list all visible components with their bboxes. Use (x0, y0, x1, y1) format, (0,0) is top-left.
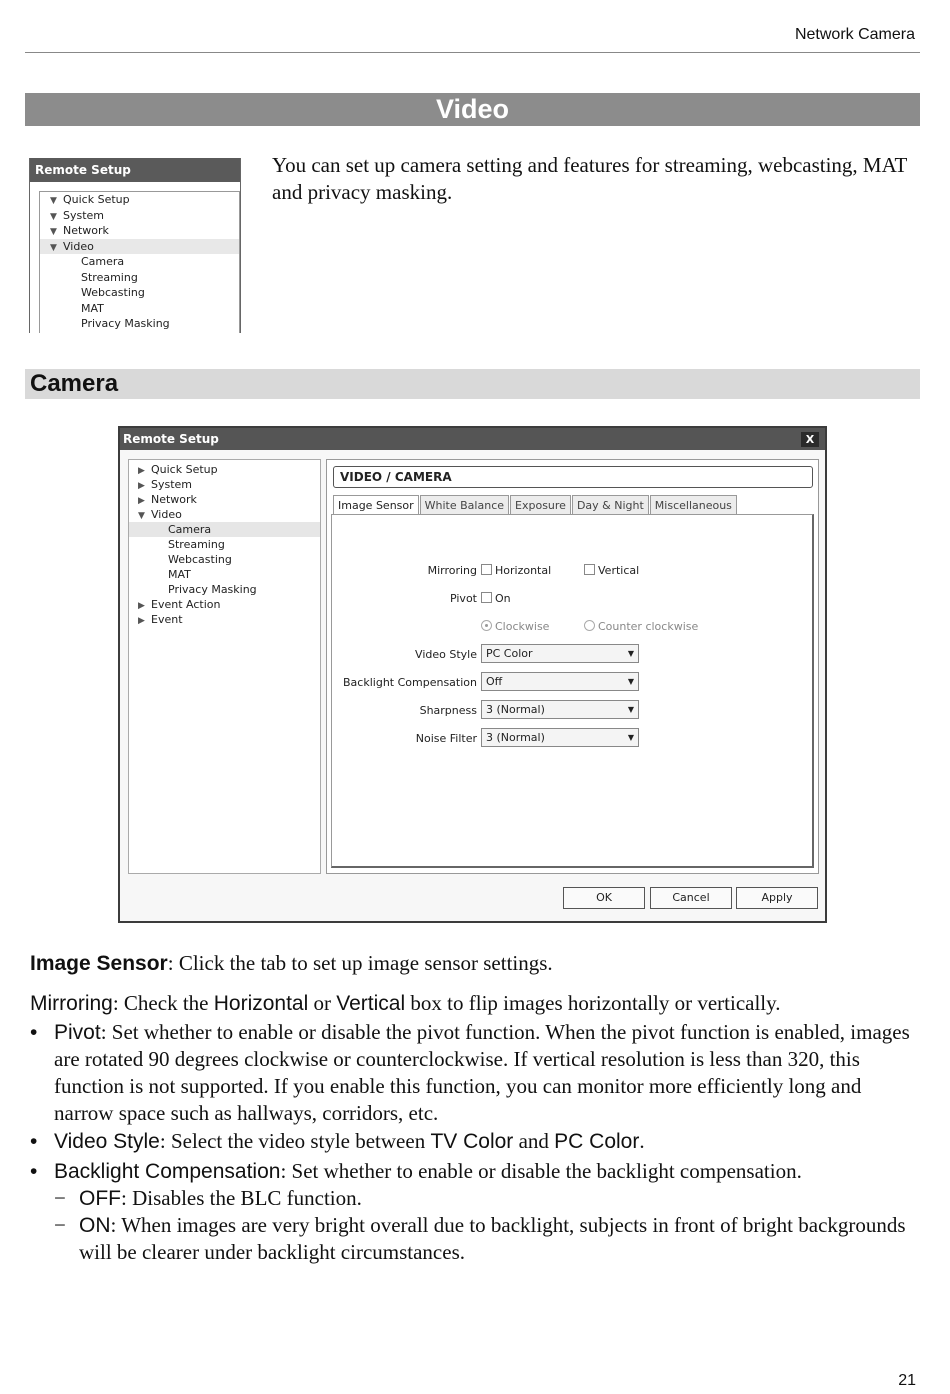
dropdown-arrow-icon: ▼ (627, 649, 634, 658)
settings-content (326, 459, 819, 874)
checkbox-icon (481, 592, 492, 603)
tab-image-sensor[interactable]: Image Sensor (333, 495, 419, 516)
thumbnail-tree (39, 191, 240, 333)
remote-setup-dialog (118, 426, 827, 923)
expand-triangle-icon: ▼ (50, 211, 57, 222)
intro-paragraph: You can set up camera setting and features for streaming, webcasting, MAT and privacy masking. (272, 153, 907, 204)
dialog-titlebar (120, 428, 825, 450)
collapsed-triangle-icon: ▶ (138, 601, 145, 611)
dash-icon: − (54, 1213, 66, 1237)
tree-subitem: Streaming (81, 270, 138, 284)
tab-exposure[interactable]: Exposure (510, 495, 571, 515)
backlight-compensation-select[interactable]: Off ▼ (481, 672, 639, 691)
pivot-label: Pivot (449, 592, 477, 605)
tree-subitem: Webcasting (81, 286, 145, 299)
dropdown-arrow-icon: ▼ (627, 677, 634, 686)
tree-item-privacy-masking[interactable]: Privacy Masking (168, 583, 257, 596)
collapsed-triangle-icon: ▶ (138, 481, 145, 491)
tree-item-camera[interactable]: Camera (129, 522, 320, 537)
tree-subitem: Privacy Masking (81, 317, 170, 330)
tree-item-network[interactable]: ▶ Network (129, 492, 320, 507)
section-title: Camera (25, 369, 920, 399)
expand-triangle-icon: ▼ (50, 227, 57, 237)
video-style-select[interactable]: PC Color ▼ (481, 644, 639, 663)
collapsed-triangle-icon: ▶ (138, 616, 145, 626)
tree-item-streaming[interactable]: Streaming (168, 538, 225, 551)
page-number: 21 (898, 1372, 916, 1389)
sharpness-select[interactable]: 3 (Normal) ▼ (481, 700, 639, 719)
dropdown-arrow-icon: ▼ (627, 733, 634, 742)
vertical-checkbox[interactable]: Vertical (584, 564, 639, 577)
thumbnail-title: Remote Setup (30, 158, 240, 182)
tree-item: ▼ System (40, 208, 239, 224)
close-icon[interactable]: X (801, 432, 819, 447)
noise-filter-label: Noise Filter (415, 732, 477, 745)
expand-triangle-icon: ▼ (50, 242, 57, 253)
tree-subitem: Camera (81, 255, 125, 268)
expand-triangle-icon: ▼ (50, 196, 57, 206)
blc-off-item: − OFF: Disables the BLC function. (54, 1186, 362, 1210)
checkbox-icon (481, 564, 492, 575)
tree-item-webcasting[interactable]: Webcasting (168, 553, 232, 566)
image-sensor-paragraph: Image Sensor: Click the tab to set up image sensor settings. (30, 951, 553, 975)
tree-item-event-action[interactable]: ▶ Event Action (129, 597, 320, 612)
remote-setup-thumbnail (29, 158, 241, 333)
counter-clockwise-radio[interactable]: Counter clockwise (584, 620, 698, 633)
tree-item-system[interactable]: ▶ System (129, 477, 320, 492)
bullet-icon: • (30, 1160, 38, 1183)
tree-item-mat[interactable]: MAT (168, 568, 191, 581)
tree-item: ▼ Video (40, 239, 239, 255)
collapsed-triangle-icon: ▶ (138, 466, 145, 476)
running-header: Network Camera (794, 26, 915, 43)
tab-strip (333, 495, 738, 515)
tree-item-quick-setup[interactable]: ▶ Quick Setup (129, 462, 320, 477)
sharpness-label: Sharpness (419, 704, 477, 717)
video-style-bullet: • Video Style: Select the video style between TV Color and PC Color. (30, 1129, 645, 1153)
radio-icon (584, 620, 595, 631)
mirroring-label: Mirroring (427, 564, 477, 577)
ok-button[interactable]: OK (563, 887, 645, 909)
apply-button[interactable]: Apply (736, 887, 818, 909)
tab-day-night[interactable]: Day & Night (572, 495, 649, 515)
dash-icon: − (54, 1186, 66, 1210)
pivot-bullet: • Pivot: Set whether to enable or disable the pivot function. When the pivot function is enabled, images are rotated 90 degrees clockwise or counterclockwise. If vertical resolution is less than 320, this function is not supported. If you enable this function, you can monitor more efficiently long and narrow space such as hallways, corridors, etc. (30, 1020, 910, 1125)
tab-white-balance[interactable]: White Balance (420, 495, 509, 515)
backlight-bullet: • Backlight Compensation: Set whether to enable or disable the backlight compensation. (30, 1159, 802, 1183)
settings-tree (128, 459, 321, 874)
checkbox-icon (584, 564, 595, 575)
collapsed-triangle-icon: ▶ (138, 496, 145, 506)
dropdown-arrow-icon: ▼ (627, 705, 634, 714)
noise-filter-select[interactable]: 3 (Normal) ▼ (481, 728, 639, 747)
image-sensor-panel (331, 514, 814, 868)
horizontal-checkbox[interactable]: Horizontal (481, 564, 551, 577)
tree-item-event[interactable]: ▶ Event (129, 612, 320, 627)
bullet-icon: • (30, 1021, 38, 1044)
tree-item: ▼ Quick Setup (40, 192, 239, 208)
page-title: Video (25, 93, 920, 126)
panel-heading: VIDEO / CAMERA (333, 466, 813, 488)
tree-item-video[interactable]: ▼ Video (129, 507, 320, 522)
pivot-on-checkbox[interactable]: On (481, 592, 511, 605)
tree-subitem: MAT (81, 301, 104, 315)
mirroring-paragraph: Mirroring: Check the Horizontal or Vertical box to flip images horizontally or vertically. (30, 991, 781, 1015)
tab-miscellaneous[interactable]: Miscellaneous (650, 495, 737, 515)
radio-selected-icon (481, 620, 492, 631)
cancel-button[interactable]: Cancel (650, 887, 732, 909)
blc-on-item: − ON: When images are very bright overall due to backlight, subjects in front of bright backgrounds will be clearer under backlight circumstances. (54, 1213, 906, 1264)
clockwise-radio[interactable]: Clockwise (481, 620, 549, 633)
dialog-title: Remote Setup (123, 432, 219, 446)
backlight-compensation-label: Backlight Compensation (343, 676, 477, 689)
header-rule (25, 52, 920, 53)
expanded-triangle-icon: ▼ (138, 511, 145, 521)
video-style-label: Video Style (415, 648, 477, 661)
tree-item: ▼ Network (40, 223, 239, 239)
bullet-icon: • (30, 1130, 38, 1153)
